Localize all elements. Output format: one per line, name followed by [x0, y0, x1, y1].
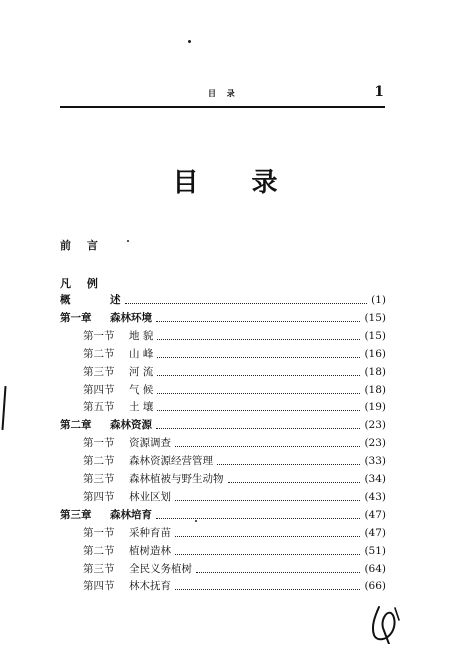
toc-page-number: (16) [364, 347, 386, 360]
toc-entry-number: 第四节 [83, 490, 115, 503]
toc-section-row [83, 434, 386, 450]
toc-entry-number: 第五节 [83, 401, 115, 414]
toc-leader-dots [175, 500, 360, 501]
toc-chapter-row [60, 291, 386, 307]
toc-page-number: (15) [364, 311, 386, 324]
toc-leader-dots [157, 393, 360, 394]
toc-entry-number: 第三节 [83, 365, 115, 378]
toc-entry-title: 地 貌 [129, 329, 154, 342]
toc-entry-label [83, 562, 192, 576]
toc-entry-title: 森林环境 [110, 311, 152, 324]
scan-speck [188, 40, 191, 43]
toc-entry-title: 土 壤 [129, 401, 154, 414]
toc-entry-title: 全民义务植树 [129, 562, 192, 575]
toc-page-number: (47) [364, 526, 386, 539]
toc-entry-number: 第二节 [83, 455, 115, 468]
toc-entry-number: 概 [60, 294, 71, 306]
toc-entry-number: 第四节 [83, 580, 115, 593]
toc-leader-dots [196, 572, 360, 573]
scan-margin-mark [1, 386, 6, 430]
toc-page-number: (51) [364, 544, 386, 557]
toc-section-row [83, 452, 386, 468]
toc-page-number: (34) [364, 473, 386, 485]
toc-leader-dots [175, 554, 360, 555]
toc-entry-number: 第三章 [60, 508, 92, 521]
toc-entry-label [60, 418, 152, 432]
toc-entry-title: 林业区划 [129, 490, 171, 503]
toc-entry-number: 第三节 [83, 562, 115, 575]
toc-section-row [83, 327, 386, 343]
toc-page-number: (47) [364, 508, 386, 521]
toc-entry-number: 第一节 [83, 329, 115, 342]
toc-leader-dots [157, 375, 360, 376]
toc-entry-number: 第一章 [60, 311, 92, 324]
toc-page-number: (64) [364, 562, 386, 575]
toc-section-row [83, 488, 386, 504]
toc-entry-label [60, 508, 152, 522]
toc-entry-title: 森林植被与野生动物 [129, 473, 224, 485]
toc-entry-number: 第二节 [83, 347, 115, 360]
toc-entry-label [83, 454, 213, 468]
toc-entry-label [83, 347, 153, 361]
toc-leader-dots [157, 410, 360, 411]
toc-chapter-row [60, 309, 386, 325]
toc-entry-title: 森林培育 [110, 508, 152, 521]
toc-entry-title: 森林资源 [110, 419, 152, 432]
toc-entry-label [60, 311, 152, 325]
toc-page-number: (23) [364, 419, 386, 432]
toc-entry-label [83, 436, 171, 450]
page-number: 1 [374, 84, 384, 100]
toc-entry-label [83, 544, 171, 558]
notes-entry: 凡 例 [60, 277, 104, 290]
toc-entry-label [83, 579, 171, 593]
toc-chapter-row [60, 416, 386, 432]
toc-page-number: (33) [364, 455, 386, 468]
toc-entry-number: 第二章 [60, 419, 92, 432]
preface-entry: 前 言 [60, 239, 104, 252]
handwritten-mark [365, 604, 409, 644]
toc-page-number: (19) [364, 401, 386, 414]
toc-section-row [83, 381, 386, 397]
toc-entry-label [60, 293, 121, 307]
toc-entry-title: 森林资源经营管理 [129, 455, 213, 468]
toc-entry-title: 气 候 [129, 383, 154, 396]
toc-page-number: (15) [364, 329, 386, 342]
toc-entry-label [83, 400, 153, 414]
toc-page-number: (18) [364, 365, 386, 378]
toc-leader-dots [156, 428, 360, 429]
toc-entry-title: 资源调查 [129, 437, 171, 450]
toc-section-row [83, 524, 386, 540]
toc-chapter-row [60, 506, 386, 522]
toc-entry-label [83, 472, 224, 486]
scan-speck [127, 240, 129, 242]
toc-leader-dots [157, 339, 360, 340]
toc-entry-title: 林木抚育 [129, 580, 171, 593]
toc-page-number: (66) [364, 580, 386, 593]
toc-section-row [83, 577, 386, 593]
toc-entry-title: 河 流 [129, 365, 154, 378]
toc-leader-dots [175, 536, 360, 537]
toc-leader-dots [157, 357, 360, 358]
toc-entry-title: 采种育苗 [129, 526, 171, 539]
toc-entry-number: 第四节 [83, 383, 115, 396]
toc-section-row [83, 398, 386, 414]
toc-page-number: (43) [364, 490, 386, 503]
toc-page-number: (18) [364, 383, 386, 396]
toc-entry-number: 第三节 [83, 473, 115, 485]
toc-leader-dots [125, 303, 368, 304]
toc-entry-label [83, 365, 153, 379]
toc-leader-dots [228, 482, 361, 483]
toc-leader-dots [217, 464, 360, 465]
toc-leader-dots [156, 518, 360, 519]
toc-section-row [83, 363, 386, 379]
toc-entry-title: 山 峰 [129, 347, 154, 360]
toc-section-row [83, 542, 386, 558]
header-rule [60, 106, 385, 108]
toc-section-row [83, 470, 386, 486]
toc-entry-title: 植树造林 [129, 544, 171, 557]
toc-entry-label [83, 526, 171, 540]
toc-entry-label [83, 490, 171, 504]
toc-entry-number: 第二节 [83, 544, 115, 557]
toc-section-row [83, 345, 386, 361]
toc-entry-title: 述 [110, 294, 121, 306]
toc-section-row [83, 560, 386, 576]
toc-page-number: (23) [364, 437, 386, 450]
toc-page-number: (1) [371, 294, 386, 306]
toc-leader-dots [175, 446, 360, 447]
toc-entry-number: 第一节 [83, 526, 115, 539]
toc-entry-number: 第一节 [83, 437, 115, 450]
toc-leader-dots [175, 589, 360, 590]
running-title: 目 录 [208, 88, 239, 98]
toc-leader-dots [156, 321, 360, 322]
toc-entry-label [83, 383, 153, 397]
running-header [60, 86, 384, 104]
page-title: 目 录 [172, 168, 300, 198]
toc-entry-label [83, 329, 153, 343]
